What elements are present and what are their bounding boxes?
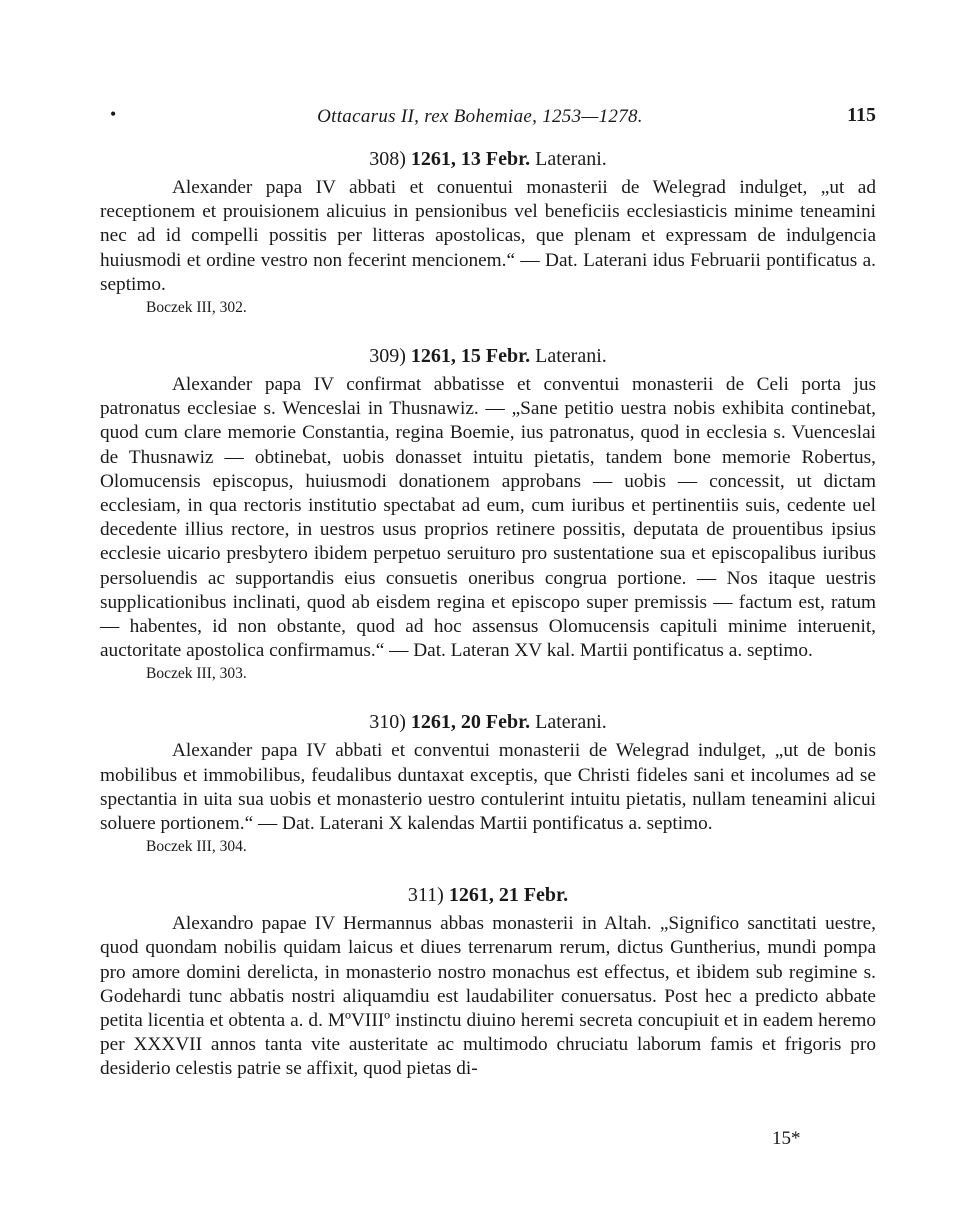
catchword: 15* bbox=[772, 1128, 801, 1149]
entry-308 bbox=[100, 146, 876, 319]
entry-311 bbox=[100, 882, 876, 1081]
entry-number: 310) bbox=[369, 711, 406, 734]
entry-text: Alexandro papae IV Hermannus abbas monasterii in Altah. „Significo sanctitati uestre, quod quondam nobilis quidam laicus et diues terrenarum rerum, dictus Guntherius, mundi pompa pro amore domini derelicta, in monasterio nostro monachus est effectus, et ibidem sub regimine s. Godehardi tunc abbatis nostri aliquamdiu est laudabiliter conuersatus. Post hec a predicto abbate petita licentia et obtenta a. d. MºVIIIº instinctu diuino heremi secreta concupiuit et in eadem heremo per XXXVII annos tanta vite austeritate ac multimodo chruciatu laborum famis et frigoris pro desiderio celestis patrie se affixit, quod pietas di- bbox=[100, 913, 876, 1080]
entry-source: Boczek III, 304. bbox=[146, 838, 247, 856]
entry-source: Boczek III, 303. bbox=[146, 665, 247, 683]
page-number: 115 bbox=[847, 104, 876, 126]
entry-text: Alexander papa IV abbati et conventui monasterii de Welegrad indulget, „ut de bonis mobilibus et immobilibus, feudalibus duntaxat exceptis, que Christi fideles sani et incolumes ad se spectantia in uita sua uobis et monasterio uestro contulerint intuitu pietatis, nullam teneamini alicui soluere portionem.“ — Dat. Laterani X kalendas Martii pontificatus a. septimo. bbox=[100, 740, 876, 835]
entry-number: 311) bbox=[407, 884, 444, 907]
entry-date: 1261, 20 Febr. bbox=[410, 711, 531, 734]
entry-heading bbox=[100, 343, 876, 369]
entry-place: Laterani. bbox=[535, 345, 607, 368]
entry-310 bbox=[100, 709, 876, 858]
entry-number: 309) bbox=[369, 345, 406, 368]
entry-place: Laterani. bbox=[535, 711, 607, 734]
entry-309 bbox=[100, 343, 876, 685]
entry-date: 1261, 15 Febr. bbox=[410, 345, 531, 368]
entry-heading bbox=[100, 146, 876, 172]
running-head bbox=[0, 104, 960, 132]
entry-text: Alexander papa IV abbati et conuentui monasterii de Welegrad indulget, „ut ad receptionem et prouisionem alicuius in pensionibus vel beneficiis ecclesiasticis minime teneamini nec ad id compelli possitis per litteras apostolicas, que plenam et expressam de indulgencia huiusmodi et ordine vestro non fecerint mencionem.“ — Dat. Laterani idus Februarii pontificatus a. septimo. bbox=[100, 177, 876, 295]
entry-place: Laterani. bbox=[535, 148, 607, 170]
entry-date: 1261, 21 Febr. bbox=[448, 884, 569, 907]
entry-text: Alexander papa IV confirmat abbatisse et conventui monasterii de Celi porta jus patronatus ecclesiae s. Wenceslai in Thusnawiz. — „Sane petitio uestra nobis exhibita continebat, quod cum clare memorie Constantia, regina Boemie, ius patronatus, quod in ecclesia s. Vuenceslai de Thusnawiz — obtinebat, uobis donasset intuitu pietatis, tandem bone memorie Robertus, Olomucensis episcopus, huiusmodi donationem approbans — uobis — concessit, ut dictam ecclesiam, in qua rectoris institutio spectabat ad eum, cum iuribus et pertinentiis suis, cedente uel decedente illius rectore, in uestros usus proprios retinere possitis, deputata de prouentibus ipsius ecclesie uicario presbytero ibidem perpetuo seruituro pro sustentatione sua et episcopalibus iuribus persoluendis ac supportandis eius consuetis oneribus congrua portione. — Nos itaque uestris supplicationibus inclinati, quod ab eisdem regina et episcopo super premissis — factum est, ratum — habentes, id non obstante, quod ad hoc assensus Olomucensis capituli minime interuenit, auctoritate apostolica confirmamus.“ — Dat. Lateran XV kal. Martii pontificatus a. septimo. bbox=[100, 374, 876, 662]
document-body bbox=[100, 146, 876, 1082]
entry-heading bbox=[100, 882, 876, 908]
entry-heading bbox=[100, 709, 876, 735]
entry-source: Boczek III, 302. bbox=[146, 299, 247, 317]
entry-date: 1261, 13 Febr. bbox=[410, 148, 531, 170]
margin-mark: • bbox=[110, 104, 117, 124]
running-head-title: Ottacarus II, rex Bohemiae, 1253—1278. bbox=[317, 106, 643, 127]
entry-number: 308) bbox=[369, 148, 406, 170]
